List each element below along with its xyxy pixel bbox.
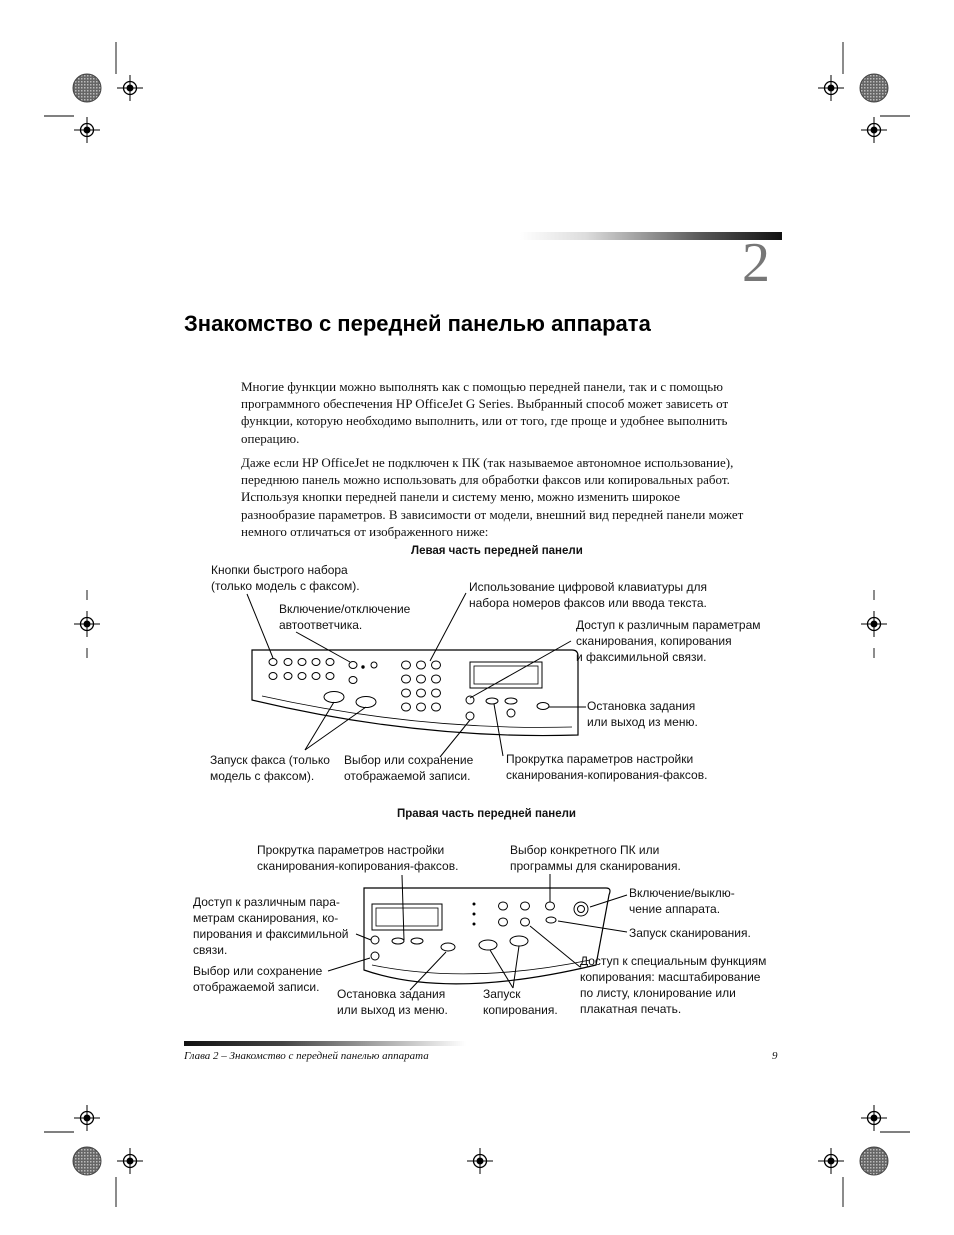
label-keypad: Использование цифровой клавиатуры для набора номеров факсов или ввода текста.	[469, 580, 708, 610]
starburst-mark	[73, 74, 101, 102]
label-stop-right: Остановка задания или выход из меню.	[337, 987, 448, 1017]
starburst-mark	[73, 1147, 101, 1175]
paragraph-line: программного обеспечения HP OfficeJet G Series. Выбранный способ может зависеть от	[241, 396, 729, 412]
paragraph-line: Используя кнопки передней панели и систему меню, можно изменить широкое	[241, 489, 681, 505]
label-scroll-right: Прокрутка параметров настройки сканирования-копирования-факсов.	[257, 843, 459, 873]
label-special: Доступ к специальным функциям копирования: масштабирование по листу, клонирование или плакатная печать.	[580, 954, 767, 1016]
intro-paragraph-1	[241, 378, 781, 447]
label-select-right: Выбор или сохранение отображаемой записи.	[193, 964, 323, 994]
page-number: 9	[772, 1050, 778, 1062]
right-panel-drawing	[364, 888, 610, 984]
paragraph-line: разнообразие параметров. В зависимости от модели, внешний вид передней панели может	[241, 506, 744, 522]
left-panel-caption: Левая часть передней панели	[411, 545, 583, 557]
label-pc-select: Выбор конкретного ПК или программы для сканирования.	[510, 843, 681, 873]
label-access: Доступ к различным параметрам сканирования, копирования и факсимильной связи.	[576, 618, 761, 664]
label-scan-start: Запуск сканирования.	[629, 926, 751, 940]
paragraph-line: переднюю панель можно использовать для обработки факсов или копировальных работ.	[241, 472, 730, 488]
paragraph-line: функции, которую необходимо выполнить, или от того, где проще и удобнее выполнить	[241, 413, 728, 429]
starburst-mark	[860, 74, 888, 102]
label-copy-start: Запуск копирования.	[483, 987, 558, 1017]
footer-chapter-title: Глава 2 – Знакомство с передней панелью аппарата	[184, 1050, 429, 1062]
label-select: Выбор или сохранение отображаемой записи.	[344, 753, 474, 783]
label-access-right: Доступ к различным пара- метрам сканирования, ко- пирования и факсимильной связи.	[193, 895, 349, 957]
right-panel-caption: Правая часть передней панели	[397, 808, 576, 820]
chapter-number: 2	[742, 232, 770, 294]
left-panel-drawing	[252, 650, 578, 736]
label-fax-start: Запуск факса (только модель с факсом).	[210, 753, 330, 783]
label-scroll: Прокрутка параметров настройки сканирования-копирования-факсов.	[506, 752, 708, 782]
starburst-mark	[860, 1147, 888, 1175]
label-answering: Включение/отключение автоответчика.	[279, 602, 411, 632]
label-speed-dial: Кнопки быстрого набора (только модель с факсом).	[211, 563, 360, 593]
paragraph-line: операцию.	[241, 430, 300, 446]
label-stop: Остановка задания или выход из меню.	[587, 699, 698, 729]
page-title: Знакомство с передней панелью аппарата	[184, 311, 651, 336]
paragraph-line: немного отличаться от изображенного ниже:	[241, 523, 489, 539]
paragraph-line: Даже если HP OfficeJet не подключен к ПК (так называемое автономное использование),	[241, 455, 734, 470]
paragraph-line: Многие функции можно выполнять как с помощью передней панели, так и с помощью	[241, 379, 723, 394]
label-power: Включение/выклю- чение аппарата.	[629, 886, 735, 916]
intro-paragraph-2	[241, 454, 781, 540]
footer-bar	[184, 1041, 466, 1046]
registration-marks	[44, 42, 910, 1207]
